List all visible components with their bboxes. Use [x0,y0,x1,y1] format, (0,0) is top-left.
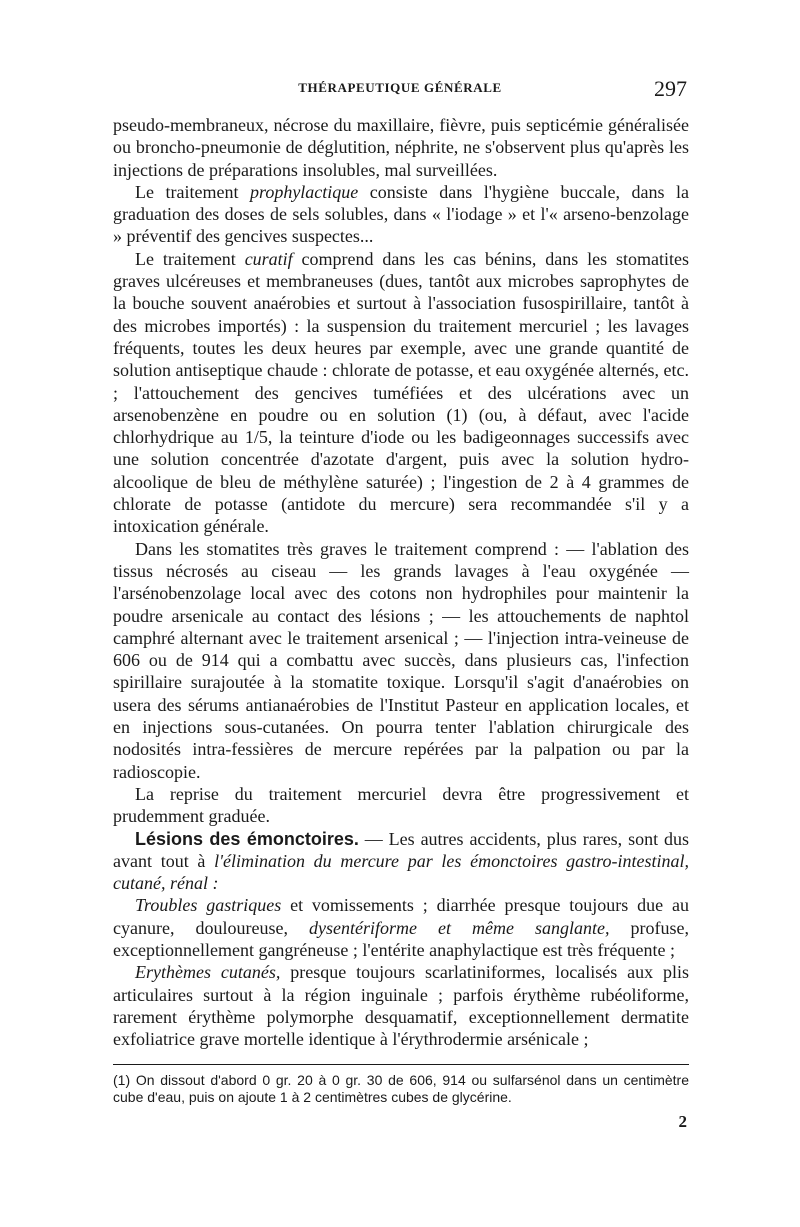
paragraph-3-lead: Le traitement [135,248,245,269]
paragraph-6 [113,828,689,895]
footnote-rule [113,1064,689,1065]
paragraph-2 [113,181,689,248]
running-head [113,78,687,102]
page-number: 297 [654,76,687,101]
paragraph-6-lead: — Les autres accidents, plus rares, sont dus avant tout à [113,828,689,871]
paragraph-7-term-1: Troubles gastriques [135,895,282,916]
paragraph-7-text-1: et vomissements ; diarrhée presque toujours due au cyanure, douloureuse, [113,895,689,938]
paragraph-4: Dans les stomatites très graves le traitement comprend : — l'ablation des tissus nécrosés au ciseau — les grands lavages à l'eau oxygénée — l'arsénobenzolage local avec des cotons non hydrophiles pour maintenir la poudre arsenicale au contact des lésions ; — les attouchements de naphtol camphré alternant avec le traitement arsenical ; — l'injection intra-veineuse de 606 ou de 914 qui a combattu avec succès, dans plusieurs cas, l'infection spirillaire surajoutée à la stomatite toxique. Lorsqu'il s'agit d'anaérobies on usera des sérums antianaérobies de l'Institut Pasteur en application locales, et en injections sous-cutanées. On pourra tenter l'ablation chirurgicale des nodosités intra-fessières de mercure repérées par la palpation ou par la radioscopie. [113,538,689,782]
footnote: (1) On dissout d'abord 0 gr. 20 à 0 gr. 30 de 606, 914 ou sulfarsénol dans un centimètre cube d'eau, puis on ajoute 1 à 2 centimètres cubes de glycérine. [113,1072,689,1105]
paragraph-3 [113,248,689,538]
signature-mark: 2 [678,1112,687,1131]
section-heading: Lésions des émonctoires. [135,828,359,849]
paragraph-8-text: presque toujours scarlatiniformes, localisés aux plis articulaires surtout à la région inguinale ; parfois érythème rubéoliforme, rarement érythème polymorphe desquamatif, exceptionnellement dermatite exfoliatrice grave mortelle identique à l'érythrodermie arsénicale ; [113,962,689,1050]
running-title: THÉRAPEUTIQUE GÉNÉRALE [298,80,502,95]
paragraph-8 [113,961,689,1050]
paragraph-1: pseudo-membraneux, nécrose du maxillaire, fièvre, puis septicémie généralisée ou broncho-pneumonie de déglutition, néphrite, ne s'observent plus qu'après les injections de préparations insolubles, mal surveillées. [113,115,689,180]
paragraph-7 [113,894,689,961]
paragraph-2-lead: Le traitement [135,181,250,202]
paragraph-2-term: prophylactique [249,181,359,202]
paragraph-6-term: l'élimination du mercure par les émonctoires gastro-intestinal, cutané, rénal : [113,850,689,894]
paragraph-7-text-2: profuse, exceptionnellement gangréneuse ; l'entérite anaphylactique est très fréquente ; [113,917,689,960]
body-text [113,114,689,1050]
paragraph-7-term-2: dysentériforme et même sanglante, [308,917,610,938]
paragraph-8-term: Erythèmes cutanés, [135,962,281,983]
paragraph-5: La reprise du traitement mercuriel devra être progressivement et prudemment graduée. [113,783,689,827]
paragraph-2-rest: consiste dans l'hygiène buccale, dans la graduation des doses de sels solubles, dans « l'iodage » et l'« arseno-benzolage » préventif des gencives suspectes... [113,181,690,247]
paragraph-3-term: curatif [244,248,293,269]
paragraph-3-rest: comprend dans les cas bénins, dans les stomatites graves ulcéreuses et membraneuses (dues, tantôt aux microbes saprophytes de la bouche souvent anaérobies et surtout à l'association fusospirillaire, tantôt à des microbes importés) : la suspension du traitement mercuriel ; les lavages fréquents, toutes les deux heures par exemple, avec une grande quantité de solution antiseptique chaude : chlorate de potasse, et eau oxygénée alternés, etc. ; l'attouchement des gencives tuméfiées et des ulcérations avec un arsenobenzène en poudre ou en solution (1) (ou, à défaut, avec l'acide chlorhydrique au 1/5, la teinture d'iode ou les badigeonnages successifs avec une solution concentrée d'azotate d'argent, puis avec la solution hydro-alcoolique de bleu de méthylène saturée) ; l'ingestion de 2 à 4 grammes de chlorate de potasse (antidote du mercure) sera recommandée s'il y a intoxication générale. [113,248,689,537]
